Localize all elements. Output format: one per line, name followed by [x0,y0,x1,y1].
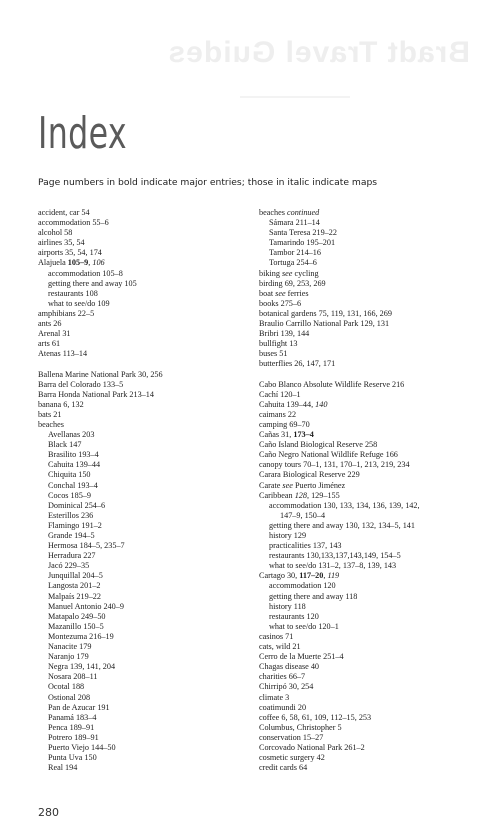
index-entry [38,420,253,430]
index-entry [259,390,474,400]
index-subentry [38,703,253,713]
entry-text: Langosta 201–2 [48,581,101,591]
entry-text: restaurants 120 [269,611,319,621]
index-subentry [38,642,253,652]
index-subentry [38,470,253,480]
entry-text: coatimundi 20 [259,702,307,712]
index-entry [259,652,474,662]
entry-text: Carate [259,480,283,490]
entry-text: accommodation 55–6 [38,218,109,228]
map-page-or-note: 106 [92,258,105,268]
index-subentry [38,551,253,561]
entry-text: getting there and away 105 [48,278,137,288]
entry-text: Chiquita 150 [48,470,91,480]
index-subentry [38,592,253,602]
map-page-or-note: 128 [294,490,307,500]
index-entry [38,208,253,218]
entry-text: Cocos 185–9 [48,490,91,500]
index-subentry [38,753,253,763]
entry-text: Santa Teresa 219–22 [269,228,337,238]
entry-text: Penca 189–91 [48,722,95,732]
entry-text: Manuel Antonio 240–9 [48,601,124,611]
index-entry [259,723,474,733]
entry-text: Black 147 [48,440,82,450]
bleed-through-text: Bradt Travel Guides [167,36,470,69]
index-subentry [38,622,253,632]
map-page-or-note: 119 [327,571,340,581]
index-entry [259,632,474,642]
index-subentry [38,612,253,622]
index-subentry [38,541,253,551]
entry-text: Cañas 31, [259,430,294,440]
index-entry [259,642,474,652]
index-subentry [38,299,253,309]
index-entry [38,390,253,400]
entry-text: Potrero 189–91 [48,732,99,742]
index-subentry [38,269,253,279]
index-entry [259,440,474,450]
entry-text: beaches [259,208,287,217]
entry-text: , [88,258,93,268]
index-subentry [38,481,253,491]
entry-text: Naranjo 179 [48,652,89,662]
entry-text: camping 69–70 [259,419,310,429]
entry-text: restaurants 108 [48,288,98,298]
entry-text: climate 3 [259,692,290,702]
index-entry [259,491,474,501]
page-number: 280 [38,806,59,819]
entry-text: Montezuma 216–19 [48,631,114,641]
index-subentry [259,541,474,551]
index-entry [38,218,253,228]
index-entry [38,329,253,339]
index-entry [259,571,474,581]
index-subentry [259,228,474,238]
index-subentry [38,561,253,571]
index-entry [259,309,474,319]
index-subentry [259,258,474,268]
index-entry [259,470,474,480]
entry-text: , [323,571,328,581]
entry-text: cats, wild 21 [259,642,301,652]
entry-text: Mazanillo 150–5 [48,621,104,631]
entry-text: amphibians 22–5 [38,308,95,318]
map-page-or-note: see [282,480,293,490]
entry-text: airlines 35, 54 [38,238,85,248]
entry-text: Puerto Jiménez [292,480,346,490]
index-entry [259,299,474,309]
entry-text: Flamingo 191–2 [48,520,102,530]
entry-text: Bribri 139, 144 [259,329,310,339]
entry-text: Tortuga 254–6 [269,258,317,268]
entry-text: casinos 71 [259,631,294,641]
entry-text: books 275–6 [259,298,302,308]
entry-text: airports 35, 54, 174 [38,248,102,258]
index-subentry [38,743,253,753]
entry-text: restaurants 130,133,137,143,149, 154–5 [269,551,401,561]
index-subentry [259,531,474,541]
index-entry [259,430,474,440]
entry-text: Avellanas 203 [48,430,95,440]
bleed-through-rule [240,96,350,98]
index-subentry [259,551,474,561]
index-entry [38,400,253,410]
entry-text: Dominical 254–6 [48,500,106,510]
index-entry [259,450,474,460]
index-entry [259,208,474,218]
entry-text: Chagas disease 40 [259,662,320,672]
entry-text: Hermosa 184–5, 235–7 [48,541,125,551]
index-entry [259,349,474,359]
index-subentry [38,440,253,450]
entry-text: canopy tours 70–1, 131, 170–1, 213, 219, 234 [259,460,410,470]
entry-text: coffee 6, 58, 61, 109, 112–15, 253 [259,712,372,722]
entry-text: ferries [285,288,309,298]
index-entry [259,410,474,420]
index-subentry [259,238,474,248]
entry-text: Barra Honda National Park 213–14 [38,389,154,399]
entry-text: Conchal 193–4 [48,480,98,490]
entry-text: Jacó 229–35 [48,561,90,571]
entry-text: getting there and away 130, 132, 134–5, 141 [269,520,415,530]
entry-text: boat [259,288,276,298]
index-subentry [259,602,474,612]
index-subentry [38,632,253,642]
index-subentry [259,511,474,521]
entry-text: Nanacite 179 [48,642,92,652]
index-subentry [38,693,253,703]
entry-text: botanical gardens 75, 119, 131, 166, 269 [259,308,392,318]
index-entry [38,258,253,268]
entry-text: Negra 139, 141, 204 [48,662,116,672]
entry-text: Tambor 214–16 [269,248,321,258]
entry-text: Brasilito 193–4 [48,450,99,460]
entry-text: accommodation 130, 133, 134, 136, 139, 142, [269,500,420,510]
index-subentry [38,289,253,299]
entry-text: bullfight 13 [259,339,298,349]
index-subentry [259,521,474,531]
index-entry [259,753,474,763]
index-subentry [38,511,253,521]
index-subentry [259,248,474,258]
entry-text: what to see/do 109 [48,298,110,308]
index-entry [38,339,253,349]
index-spacer [38,359,253,369]
entry-text: conservation 15–27 [259,732,324,742]
index-subentry [38,763,253,773]
entry-text: Nosara 208–11 [48,672,98,682]
entry-text: Grande 194–5 [48,531,95,540]
index-entry [259,380,474,390]
index-subentry [38,723,253,733]
entry-text: arts 61 [38,339,61,349]
index-subentry [38,460,253,470]
index-entry [259,400,474,410]
entry-text: Alajuela [38,258,68,268]
index-spacer [259,370,474,380]
index-subentry [259,561,474,571]
entry-text: biking [259,268,282,278]
index-subentry [38,279,253,289]
entry-text: Caribbean [259,490,295,500]
major-entry-page: 105–9 [67,258,89,268]
entry-text: caimans 22 [259,409,297,419]
index-entry [259,420,474,430]
entry-text: Caño Negro National Wildlife Refuge 166 [259,450,398,460]
entry-text: Caño Island Biological Reserve 258 [259,440,378,450]
index-entry [259,693,474,703]
entry-text: Panamá 183–4 [48,712,97,722]
index-subentry [38,521,253,531]
index-entry [259,703,474,713]
index-subentry [38,430,253,440]
entry-text: history 129 [269,531,307,540]
index-entry [38,228,253,238]
index-subentry [259,581,474,591]
entry-text: Cahuita 139–44 [48,460,101,470]
major-entry-page: 173–4 [293,430,314,440]
entry-text: Malpaís 219–22 [48,591,101,601]
entry-text: Cachí 120–1 [259,389,301,399]
index-entry [259,460,474,470]
entry-text: what to see/do 120–1 [269,621,339,631]
index-entry [259,269,474,279]
index-subentry [38,531,253,541]
entry-text: accident, car 54 [38,208,90,217]
index-subentry [38,602,253,612]
index-subentry [259,622,474,632]
entry-text: alcohol 58 [38,228,73,238]
index-subentry [259,501,474,511]
index-entry [38,410,253,420]
index-entry [38,380,253,390]
entry-text: 147–9, 150–4 [280,510,326,520]
entry-text: Carara Biological Reserve 229 [259,470,360,480]
entry-text: butterflies 26, 147, 171 [259,359,336,369]
index-intro-note: Page numbers in bold indicate major entries; those in italic indicate maps [38,177,378,188]
entry-text: ants 26 [38,319,62,329]
index-entry [259,662,474,672]
entry-text: Ocotal 188 [48,682,85,692]
entry-text: Herradura 227 [48,551,96,561]
index-entry [259,359,474,369]
index-entry [259,481,474,491]
entry-text: Sámara 211–14 [269,218,320,228]
entry-text: what to see/do 131–2, 137–8, 139, 143 [269,561,397,571]
index-entry [38,309,253,319]
entry-text: cycling [292,268,319,278]
index-subentry [38,501,253,511]
entry-text: Real 194 [48,763,78,773]
index-entry [38,238,253,248]
index-entry [259,682,474,692]
entry-text: getting there and away 118 [269,591,358,601]
entry-text: Pan de Azucar 191 [48,702,110,712]
index-subentry [38,713,253,723]
entry-text: Ballena Marine National Park 30, 256 [38,369,163,379]
entry-text: beaches [38,419,64,429]
index-subentry [38,672,253,682]
index-subentry [259,218,474,228]
map-page-or-note: continued [286,208,320,217]
entry-text: Ostional 208 [48,692,91,702]
index-column-right [259,208,474,773]
entry-text: Columbus, Christopher 5 [259,722,342,732]
page-title: Index [38,108,128,159]
index-subentry [38,581,253,591]
index-entry [259,279,474,289]
entry-text: Tamarindo 195–201 [269,238,336,248]
index-entry [259,329,474,339]
entry-text: Esterillos 236 [48,510,94,520]
major-entry-page: 117–20 [299,571,324,581]
map-page-or-note: see [281,268,293,278]
entry-text: Braulio Carrillo National Park 129, 131 [259,319,390,329]
index-entry [259,319,474,329]
entry-text: Matapalo 249–50 [48,611,106,621]
index-entry [38,370,253,380]
entry-text: bats 21 [38,409,62,419]
index-column-left [38,208,253,773]
entry-text: Corcovado National Park 261–2 [259,742,365,752]
entry-text: Cerro de la Muerte 251–4 [259,652,344,662]
entry-text: Junquillal 204–5 [48,571,103,581]
index-entry [259,339,474,349]
entry-text: accommodation 105–8 [48,268,123,278]
index-entry [259,713,474,723]
index-subentry [38,491,253,501]
index-subentry [38,450,253,460]
entry-text: birding 69, 253, 269 [259,278,326,288]
entry-text: Cabo Blanco Absolute Wildlife Reserve 216 [259,379,405,389]
entry-text: credit cards 64 [259,763,308,773]
index-entry [259,763,474,773]
index-subentry [38,662,253,672]
index-entry [38,248,253,258]
entry-text: charities 66–7 [259,672,306,682]
entry-text: Arenal 31 [38,329,71,339]
entry-text: Atenas 113–14 [38,349,88,359]
entry-text: buses 51 [259,349,288,359]
entry-text: accommodation 120 [269,581,336,591]
entry-text: Barra del Colorado 133–5 [38,379,124,389]
index-entry [259,733,474,743]
index-subentry [38,733,253,743]
entry-text: , 129–155 [306,490,340,500]
index-subentry [259,612,474,622]
entry-text: banana 6, 132 [38,399,84,409]
entry-text: Chirripó 30, 254 [259,682,314,692]
index-entry [38,349,253,359]
map-page-or-note: see [275,288,286,298]
map-page-or-note: 140 [315,399,328,409]
entry-text: practicalities 137, 143 [269,541,342,551]
entry-text: Punta Uva 150 [48,753,97,763]
index-subentry [38,682,253,692]
entry-text: Cahuita 139–44, [259,399,316,409]
index-entry [38,319,253,329]
entry-text: history 118 [269,601,306,611]
index-entry [259,289,474,299]
entry-text: Puerto Viejo 144–50 [48,742,116,752]
index-entry [259,672,474,682]
index-subentry [259,592,474,602]
entry-text: Cartago 30, [259,571,300,581]
index-subentry [38,652,253,662]
entry-text: cosmetic surgery 42 [259,753,325,763]
index-subentry [38,571,253,581]
index-entry [259,743,474,753]
